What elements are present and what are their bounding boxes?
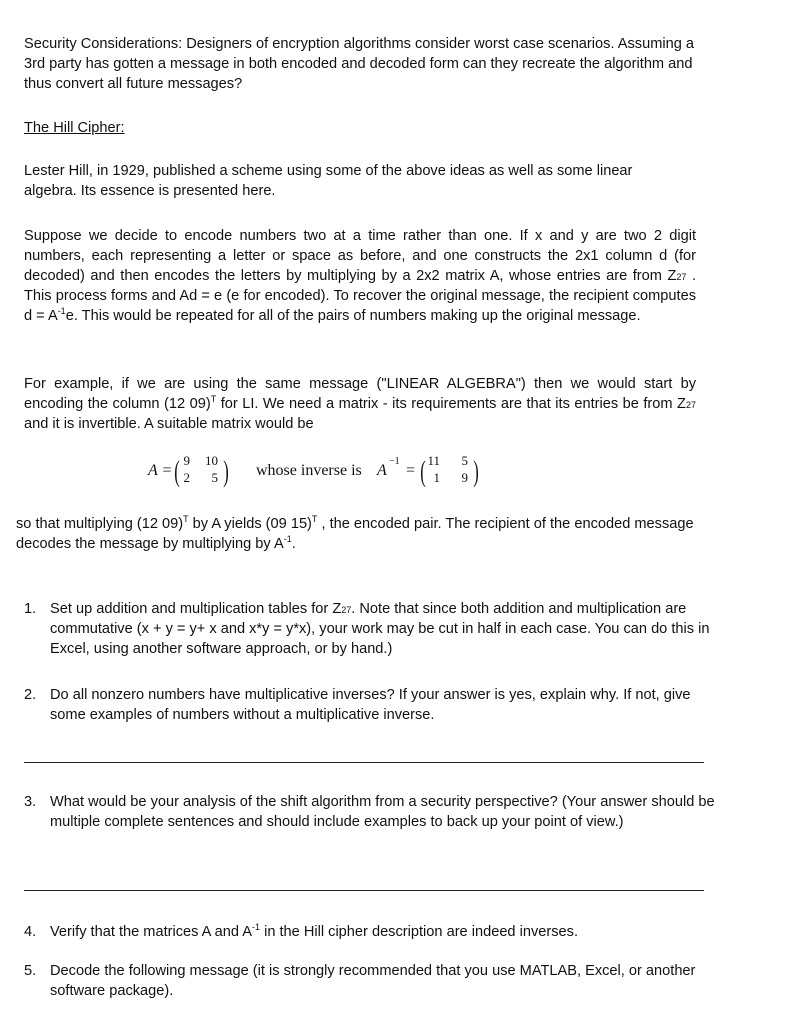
matrix-inv-cell: 11 (427, 453, 440, 468)
question-number: 1. (24, 601, 37, 617)
matrix-a-cell: 9 (183, 453, 190, 468)
question-text: Do all nonzero numbers have multiplicative inverses? If your answer is yes, explain why. If not, give some examples of numbers without a multiplicative inverse. (50, 687, 691, 723)
answer-line-2 (24, 890, 704, 891)
question-2 (24, 685, 724, 725)
inverse-label: A (377, 462, 387, 479)
paragraph-result: so that multiplying (12 09)$^T$ by A yields (09 15)$^T$ , the encoded pair. The recipient of the encoded message decodes the message by multiplying by $A^{-1}$. (16, 514, 694, 552)
question-5 (24, 961, 724, 1001)
matrix-a-cell: 10 (205, 453, 218, 468)
section-heading: The Hill Cipher: (24, 120, 125, 136)
paragraph-method: Suppose we decide to encode numbers two at a time rather than one. If x and y are two 2 digit numbers, each representing a letter or space as before, and one constructs the 2x1 column d (for decoded) and then encodes the letters by multiplying by a 2x2 matrix A, whose entries are from Z27 . This process forms and Ad = e (e for encoded). To recover the original message, the recipient computes $d = A^{-1}e$. This would be repeated for all of the pairs of numbers making up the original message. (24, 228, 697, 324)
question-4 (24, 922, 724, 942)
equals-sign: = (406, 462, 416, 479)
answer-line-1 (24, 762, 704, 763)
question-number: 4. (24, 924, 37, 940)
paren-left-inv: ( (420, 455, 426, 488)
matrix-lhs: A = (148, 462, 173, 479)
question-text: Verify that the matrices A and $A^{-1}$ in the Hill cipher description are indeed inverses. (50, 922, 578, 940)
matrix-inv-cell: 1 (433, 470, 440, 485)
question-3 (24, 792, 724, 832)
question-number: 2. (24, 687, 37, 703)
matrix-a-cell: 5 (211, 470, 218, 485)
paren-right-inv: ) (473, 455, 479, 488)
paren-right-a: ) (223, 455, 229, 488)
question-number: 5. (24, 963, 37, 979)
intro-paragraph: Security Considerations: Designers of encryption algorithms consider worst case scenarios. Assuming a 3rd party has gotten a message in both encoded and decoded form can they recreate the algorithm and thus convert all future messages? (24, 36, 694, 92)
paragraph-history: Lester Hill, in 1929, published a scheme using some of the above ideas as well as some linear algebra. Its essence is presented here. (24, 163, 633, 199)
question-text: What would be your analysis of the shift algorithm from a security perspective? (Your answer should be multiple complete sentences and should include examples to back up your point of view.) (50, 794, 715, 830)
matrix-a-cell: 2 (183, 470, 190, 485)
matrix-inv-cell: 9 (461, 470, 468, 485)
question-text: Set up addition and multiplication tables for Z27. Note that since both addition and multiplication are commutative (x + y = y+ x and x*y = y*x), your work may be cut in half in each case. You can do this in Excel, using another software approach, or by hand.) (50, 601, 710, 657)
question-number: 3. (24, 794, 37, 810)
matrix-inv-cell: 5 (461, 453, 468, 468)
question-1 (24, 599, 724, 659)
matrix-middle-text: whose inverse is (256, 462, 362, 479)
paren-left-a: ( (174, 455, 180, 488)
question-text: Decode the following message (it is strongly recommended that you use MATLAB, Excel, or another software package). (50, 963, 696, 999)
paragraph-example: For example, if we are using the same message ("LINEAR ALGEBRA") then we would start by encoding the column (12 09)$^T$ for LI. We need a matrix - its requirements are that its entries be from Z27 and it is invertible. A suitable matrix would be (24, 376, 696, 432)
